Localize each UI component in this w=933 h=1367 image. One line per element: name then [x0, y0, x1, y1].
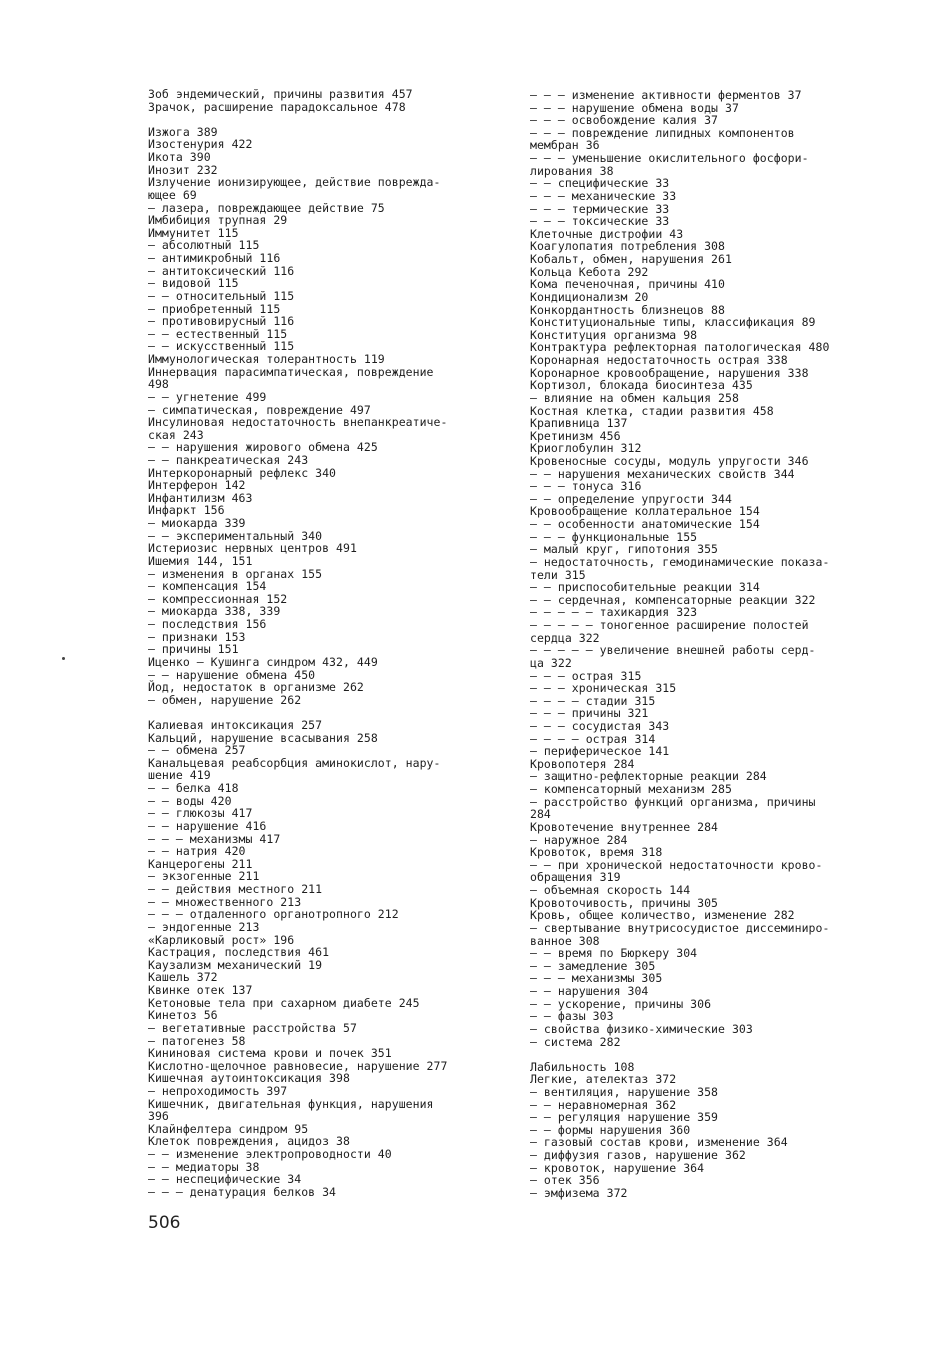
- index-entry: — объемная скорость 144: [530, 883, 691, 898]
- index-entry: Иммунитет 115: [148, 225, 239, 240]
- index-entry: Интеркоронарный рефлекс 340: [148, 465, 337, 480]
- index-entry: Изостенурия 422: [148, 137, 253, 152]
- index-entry: — — при хронической недостаточности крово-: [530, 857, 823, 872]
- index-entry: Иммунологическая толерантность 119: [148, 352, 385, 367]
- index-entry: мембран 36: [530, 138, 600, 153]
- index-entry: — — нарушения жирового обмена 425: [148, 440, 378, 455]
- index-entry: — — нарушения 304: [530, 984, 649, 999]
- index-entry: — — — — острая 314: [530, 731, 656, 746]
- index-entry: — отек 356: [530, 1173, 600, 1188]
- index-entry: — — нарушение обмена 450: [148, 667, 316, 682]
- index-entry: — — приспособительные реакции 314: [530, 580, 760, 595]
- index-entry: — — — хроническая 315: [530, 681, 677, 696]
- index-entry: Клайнфелтера синдром 95: [148, 1121, 309, 1136]
- index-entry: — малый круг, гипотония 355: [530, 542, 719, 557]
- index-entry: — — изменение электропроводности 40: [148, 1147, 392, 1162]
- index-entry: Кашель 372: [148, 970, 218, 985]
- index-entry: Канцерогены 211: [148, 856, 253, 871]
- index-entry: Клеток повреждения, ацидоз 38: [148, 1134, 350, 1149]
- index-entry: шение 419: [148, 768, 211, 783]
- index-entry: Кровь, общее количество, изменение 282: [530, 908, 795, 923]
- index-entry: — признаки 153: [148, 629, 246, 644]
- index-entry: — миокарда 339: [148, 516, 246, 531]
- index-entry: — последствия 156: [148, 617, 267, 632]
- index-entry: — обмен, нарушение 262: [148, 692, 302, 707]
- index-entry: — — воды 420: [148, 793, 232, 808]
- index-entry: лирования 38: [530, 163, 614, 178]
- index-entry: — периферическое 141: [530, 744, 670, 759]
- index-entry: 284: [530, 807, 551, 822]
- index-entry: тели 315: [530, 567, 586, 582]
- index-entry: — — — освобождение калия 37: [530, 113, 719, 128]
- index-entry: Кислотно-щелочное равновесие, нарушение 277: [148, 1058, 448, 1073]
- index-entry: — — — токсические 33: [530, 214, 670, 229]
- index-entry: — — экспериментальный 340: [148, 528, 323, 543]
- index-entry: — расстройство функций организма, причины: [530, 794, 816, 809]
- index-entry: — — — причины 321: [530, 706, 649, 721]
- index-entry: — — обмена 257: [148, 743, 246, 758]
- index-entry: Изжога 389: [148, 124, 218, 139]
- index-entry: ванное 308: [530, 933, 600, 948]
- index-entry: Кишечник, двигательная функция, нарушения: [148, 1096, 434, 1111]
- index-entry: Контрактура рефлекторная патологическая 480: [530, 340, 830, 355]
- index-entry: Кондиционализм 20: [530, 289, 649, 304]
- index-entry: Кальций, нарушение всасывания 258: [148, 730, 378, 745]
- index-entry: — — замедление 305: [530, 958, 656, 973]
- index-entry: Инсулиновая недостаточность внепанкреатиче-: [148, 415, 448, 430]
- index-entry: — — — — — увеличение внешней работы серд-: [530, 643, 816, 658]
- index-entry: Коагулопатия потребления 308: [530, 239, 725, 254]
- index-entry: — абсолютный 115: [148, 238, 260, 253]
- index-entry: — причины 151: [148, 642, 239, 657]
- page-number: 506: [148, 1213, 181, 1233]
- index-entry: — — множественного 213: [148, 894, 302, 909]
- index-entry: Инфантилизм 463: [148, 490, 253, 505]
- index-entry: «Карликовый рост» 196: [148, 932, 295, 947]
- index-entry: — компенсаторный механизм 285: [530, 782, 732, 797]
- index-entry: Инфаркт 156: [148, 503, 225, 518]
- index-entry: — — — механизмы 417: [148, 831, 281, 846]
- scan-speck: [62, 657, 65, 660]
- index-entry: обращения 319: [530, 870, 621, 885]
- index-entry: Кровеносные сосуды, модуль упругости 346: [530, 453, 809, 468]
- index-entry: Криоглобулин 312: [530, 441, 642, 456]
- index-entry: Кома печеночная, причины 410: [530, 277, 725, 292]
- index-entry: Инозит 232: [148, 162, 218, 177]
- index-entry: — — — денатурация белков 34: [148, 1184, 337, 1199]
- index-entry: Кастрация, последствия 461: [148, 945, 330, 960]
- index-entry: — наружное 284: [530, 832, 628, 847]
- index-entry: — — — острая 315: [530, 668, 642, 683]
- index-entry: — — нарушение 416: [148, 818, 267, 833]
- index-entry: — — панкреатическая 243: [148, 452, 309, 467]
- index-entry: — лазера, повреждающее действие 75: [148, 200, 385, 215]
- index-entry: Клеточные дистрофии 43: [530, 226, 684, 241]
- index-entry: Коронарная недостаточность острая 338: [530, 353, 788, 368]
- index-entry: — — нарушения механических свойств 344: [530, 466, 795, 481]
- index-entry: — — действия местного 211: [148, 882, 323, 897]
- index-entry: Легкие, ателектаз 372: [530, 1072, 677, 1087]
- index-entry: — — глюкозы 417: [148, 806, 253, 821]
- index-entry: — компрессионная 152: [148, 591, 288, 606]
- index-entry: — антимикробный 116: [148, 251, 281, 266]
- index-entry: — — — тонуса 316: [530, 479, 642, 494]
- index-entry: 396: [148, 1109, 169, 1124]
- index-entry: — — время по Бюркеру 304: [530, 946, 698, 961]
- index-entry: — — — нарушение обмена воды 37: [530, 100, 739, 115]
- index-entry: — вегетативные расстройства 57: [148, 1020, 357, 1035]
- index-entry: сердца 322: [530, 630, 600, 645]
- index-entry: Кинетоз 56: [148, 1008, 218, 1023]
- index-entry: — — белка 418: [148, 781, 239, 796]
- index-entry: — изменения в органах 155: [148, 566, 323, 581]
- index-entry: — диффузия газов, нарушение 362: [530, 1148, 746, 1163]
- index-entry: Йод, недостаток в организме 262: [148, 680, 364, 695]
- index-entry: — — естественный 115: [148, 326, 288, 341]
- index-entry: Кровоток, время 318: [530, 845, 663, 860]
- index-entry: — эндогенные 213: [148, 919, 260, 934]
- index-entry: Икота 390: [148, 150, 211, 165]
- index-entry: Кортизол, блокада биосинтеза 435: [530, 378, 753, 393]
- index-entry: — экзогенные 211: [148, 869, 260, 884]
- index-entry: — вентиляция, нарушение 358: [530, 1084, 719, 1099]
- index-entry: — — — механизмы 305: [530, 971, 663, 986]
- index-entry: Зоб эндемический, причины развития 457: [148, 87, 413, 101]
- index-entry: — — неспецифические 34: [148, 1172, 302, 1187]
- index-entry: ская 243: [148, 427, 204, 442]
- index-entry: Кишечная аутоинтоксикация 398: [148, 1071, 350, 1086]
- index-entry: — — — повреждение липидных компонентов: [530, 125, 795, 140]
- index-entry: — свертывание внутрисосудистое диссеминиро-: [530, 920, 830, 935]
- index-entry: — — угнетение 499: [148, 389, 267, 404]
- index-entry: — — неравномерная 362: [530, 1097, 677, 1112]
- index-entry: Зрачок, расширение парадоксальное 478: [148, 99, 406, 114]
- index-entry: — влияние на обмен кальция 258: [530, 390, 739, 405]
- index-entry: — патогенез 58: [148, 1033, 246, 1048]
- index-entry: Кретинизм 456: [530, 428, 621, 443]
- index-entry: Излучение ионизирующее, действие поврежда-: [148, 175, 441, 190]
- index-entry: Костная клетка, стадии развития 458: [530, 403, 774, 418]
- index-entry: — — — термические 33: [530, 201, 670, 216]
- index-entry: Кровообращение коллатеральное 154: [530, 504, 760, 519]
- index-entry: — — — — — тахикардия 323: [530, 605, 698, 620]
- index-entry: Кобальт, обмен, нарушения 261: [530, 252, 732, 267]
- index-entry: ца 322: [530, 655, 572, 670]
- index-entry: — антитоксический 116: [148, 263, 295, 278]
- index-entry: — эмфизема 372: [530, 1185, 628, 1200]
- index-entry: — свойства физико-химические 303: [530, 1021, 753, 1036]
- index-entry: — непроходимость 397: [148, 1083, 288, 1098]
- index-entry: — приобретенный 115: [148, 301, 281, 316]
- index-entry: — — — функциональные 155: [530, 529, 698, 544]
- index-entry: Коронарное кровообращение, нарушения 338: [530, 365, 809, 380]
- index-entry: — — специфические 33: [530, 176, 670, 191]
- index-entry: — газовый состав крови, изменение 364: [530, 1135, 788, 1150]
- index-entry: — кровоток, нарушение 364: [530, 1160, 705, 1175]
- index-entry: — недостаточность, гемодинамические показа-: [530, 554, 830, 569]
- index-entry: Конкордантность близнецов 88: [530, 302, 725, 317]
- index-entry: — — искусственный 115: [148, 339, 295, 354]
- index-entry: — — ускорение, причины 306: [530, 996, 712, 1011]
- index-entry: Кетоновые тела при сахарном диабете 245: [148, 995, 420, 1010]
- index-entry: Истериозис нервных центров 491: [148, 541, 357, 556]
- index-entry: Ишемия 144, 151: [148, 553, 253, 568]
- index-entry: Интерферон 142: [148, 478, 246, 493]
- index-entry: Кровоточивость, причины 305: [530, 895, 719, 910]
- index-entry: 498: [148, 377, 169, 392]
- index-entry: — — — уменьшение окислительного фосфори-: [530, 151, 809, 166]
- index-entry: — — — сосудистая 343: [530, 719, 670, 733]
- index-entry: Имбибиция трупная 29: [148, 213, 288, 228]
- index-entry: Каузализм механический 19: [148, 957, 323, 972]
- index-entry: Конституция организма 98: [530, 327, 698, 342]
- index-entry: — система 282: [530, 1034, 621, 1049]
- index-entry: Лабильность 108: [530, 1059, 635, 1074]
- index-entry: — — — изменение активности ферментов 37: [530, 88, 802, 102]
- index-entry: — — регуляция нарушение 359: [530, 1110, 719, 1125]
- index-entry: — миокарда 338, 339: [148, 604, 281, 619]
- index-entry: Квинке отек 137: [148, 983, 253, 998]
- index-entry: Кровотечение внутреннее 284: [530, 819, 719, 834]
- index-entry: — — формы нарушения 360: [530, 1122, 691, 1137]
- index-entry: — видовой 115: [148, 276, 239, 291]
- index-entry: — — особенности анатомические 154: [530, 517, 760, 532]
- index-entry: — симпатическая, повреждение 497: [148, 402, 371, 417]
- index-entry: ющее 69: [148, 187, 197, 202]
- index-entry: Канальцевая реабсорбция аминокислот, нару-: [148, 755, 441, 770]
- index-entry: — — фазы 303: [530, 1009, 614, 1024]
- index-entry: — — сердечная, компенсаторные реакции 322: [530, 592, 816, 607]
- index-entry: — — относительный 115: [148, 288, 295, 303]
- index-entry: — — — — стадии 315: [530, 693, 656, 708]
- index-entry: — — натрия 420: [148, 844, 246, 859]
- index-entry: — противовирусный 116: [148, 314, 295, 329]
- index-entry: — — — отдаленного органотропного 212: [148, 907, 399, 922]
- index-entry: — — — механические 33: [530, 188, 677, 203]
- index-entry: Конституциональные типы, классификация 89: [530, 315, 816, 330]
- index-entry: — — — — — тоногенное расширение полостей: [530, 618, 809, 633]
- index-entry: — — медиаторы 38: [148, 1159, 260, 1174]
- index-entry: Крапивница 137: [530, 416, 628, 431]
- index-entry: Кининовая система крови и почек 351: [148, 1046, 392, 1061]
- index-entry: Иценко — Кушинга синдром 432, 449: [148, 654, 378, 669]
- index-entry: Кровопотеря 284: [530, 756, 635, 771]
- index-entry: Калиевая интоксикация 257: [148, 718, 323, 732]
- index-entry: — компенсация 154: [148, 579, 267, 594]
- index-entry: — — определение упругости 344: [530, 491, 732, 506]
- index-entry: Иннервация парасимпатическая, повреждение: [148, 364, 434, 379]
- index-entry: Кольца Кебота 292: [530, 264, 649, 279]
- index-entry: — защитно-рефлекторные реакции 284: [530, 769, 767, 784]
